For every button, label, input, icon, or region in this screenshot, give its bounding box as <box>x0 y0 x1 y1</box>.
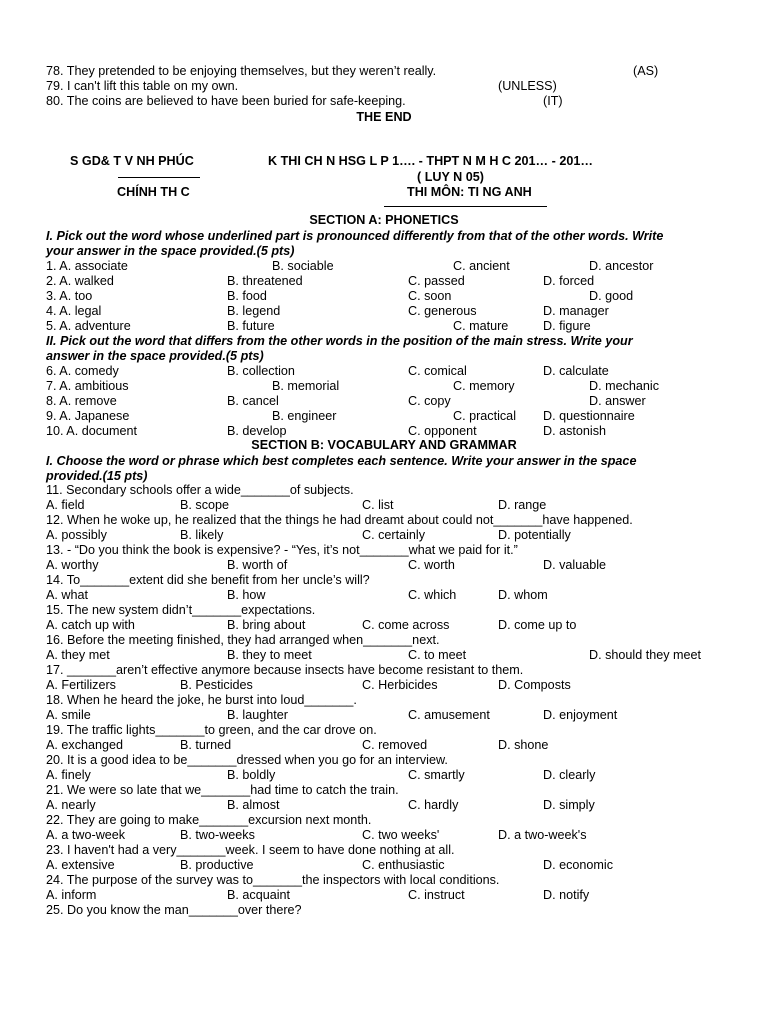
answer-option: B. how <box>227 588 266 602</box>
question-row <box>0 708 768 723</box>
header-department: S GD& T V NH PHÚC <box>70 154 194 168</box>
answer-option: C. ancient <box>453 259 510 273</box>
answer-option: C. two weeks' <box>362 828 440 842</box>
answer-option: C. enthusiastic <box>362 858 445 872</box>
answer-option: D. manager <box>543 304 609 318</box>
answer-option: C. comical <box>408 364 467 378</box>
header-official: CHÍNH TH C <box>117 185 190 199</box>
header-divider-left <box>118 177 200 178</box>
answer-option: B. develop <box>227 424 287 438</box>
answer-option: D. notify <box>543 888 590 902</box>
question-row <box>0 723 768 738</box>
part3-instruction-line2: provided.(15 pts) <box>46 469 148 483</box>
question-row <box>0 648 768 663</box>
question-row <box>0 588 768 603</box>
question-row <box>0 513 768 528</box>
question-text: 7. A. ambitious <box>46 379 129 393</box>
part1-instruction-line1: I. Pick out the word whose underlined part is pronounced differently from that of the other words. Write <box>46 229 664 243</box>
answer-option: B. engineer <box>272 409 337 423</box>
answer-option: B. collection <box>227 364 295 378</box>
question-text: 13. - “Do you think the book is expensive? - “Yes, it’s not_______what we paid for it.” <box>46 543 518 557</box>
question-text: 10. A. document <box>46 424 138 438</box>
question-78: 78. They pretended to be enjoying themselves, but they weren’t really. <box>46 64 437 78</box>
answer-option: C. list <box>362 498 394 512</box>
answer-option: B. threatened <box>227 274 303 288</box>
answer-option: D. Composts <box>498 678 571 692</box>
answer-option: D. whom <box>498 588 548 602</box>
question-text: 16. Before the meeting finished, they had arranged when_______next. <box>46 633 440 647</box>
answer-option: B. bring about <box>227 618 306 632</box>
question-text: 8. A. remove <box>46 394 117 408</box>
answer-option: B. scope <box>180 498 230 512</box>
question-text: A. inform <box>46 888 97 902</box>
question-80: 80. The coins are believed to have been buried for safe-keeping. <box>46 94 406 108</box>
answer-option: B. cancel <box>227 394 279 408</box>
question-row <box>0 828 768 843</box>
question-row <box>0 753 768 768</box>
question-text: 25. Do you know the man_______over there? <box>46 903 302 917</box>
question-text: A. a two-week <box>46 828 126 842</box>
question-text: 11. Secondary schools offer a wide_______of subjects. <box>46 483 354 497</box>
answer-option: B. laughter <box>227 708 288 722</box>
question-row <box>0 633 768 648</box>
answer-option: B. productive <box>180 858 254 872</box>
answer-option: D. ancestor <box>589 259 654 273</box>
question-row <box>0 678 768 693</box>
answer-option: D. figure <box>543 319 591 333</box>
question-row <box>0 498 768 513</box>
question-text: 3. A. too <box>46 289 93 303</box>
answer-option: C. smartly <box>408 768 465 782</box>
question-80-keyword: (IT) <box>543 94 563 108</box>
answer-option: C. generous <box>408 304 477 318</box>
answer-option: D. simply <box>543 798 595 812</box>
answer-option: C. instruct <box>408 888 465 902</box>
question-text: A. extensive <box>46 858 115 872</box>
answer-option: B. almost <box>227 798 280 812</box>
question-text: A. finely <box>46 768 91 782</box>
question-text: 2. A. walked <box>46 274 114 288</box>
question-row <box>0 813 768 828</box>
answer-option: C. removed <box>362 738 428 752</box>
answer-option: D. potentially <box>498 528 571 542</box>
question-row <box>0 379 768 394</box>
question-text: A. possibly <box>46 528 107 542</box>
question-row <box>0 873 768 888</box>
question-text: A. field <box>46 498 85 512</box>
answer-option: D. economic <box>543 858 613 872</box>
question-text: 19. The traffic lights_______to green, and the car drove on. <box>46 723 377 737</box>
part1-instruction-line2: your answer in the space provided.(5 pts) <box>46 244 295 258</box>
question-text: A. worthy <box>46 558 99 572</box>
answer-option: B. memorial <box>272 379 340 393</box>
answer-option: C. memory <box>453 379 515 393</box>
part2-instruction-line1: II. Pick out the word that differs from the other words in the position of the main stress. Write your <box>46 334 633 348</box>
section-b-title: SECTION B: VOCABULARY AND GRAMMAR <box>251 438 517 452</box>
part3-instruction-line1: I. Choose the word or phrase which best completes each sentence. Write your answer in the space <box>46 454 637 468</box>
answer-option: D. answer <box>589 394 646 408</box>
answer-option: D. calculate <box>543 364 609 378</box>
answer-option: D. mechanic <box>589 379 659 393</box>
question-text: A. nearly <box>46 798 96 812</box>
question-row <box>0 558 768 573</box>
question-79: 79. I can't lift this table on my own. <box>46 79 239 93</box>
question-row <box>0 483 768 498</box>
answer-option: B. future <box>227 319 275 333</box>
header-divider-right <box>384 206 547 207</box>
question-row <box>0 903 768 918</box>
answer-option: C. hardly <box>408 798 459 812</box>
question-row <box>0 768 768 783</box>
answer-option: C. Herbicides <box>362 678 438 692</box>
question-text: A. Fertilizers <box>46 678 116 692</box>
question-row <box>0 738 768 753</box>
question-text: A. exchanged <box>46 738 124 752</box>
answer-option: D. clearly <box>543 768 596 782</box>
question-text: 12. When he woke up, he realized that the things he had dreamt about could not_______have happened. <box>46 513 633 527</box>
answer-option: D. valuable <box>543 558 607 572</box>
answer-option: D. astonish <box>543 424 606 438</box>
answer-option: C. worth <box>408 558 455 572</box>
answer-option: C. come across <box>362 618 450 632</box>
question-text: 21. We were so late that we_______had time to catch the train. <box>46 783 399 797</box>
question-text: A. what <box>46 588 88 602</box>
part2-instruction-line2: answer in the space provided.(5 pts) <box>46 349 264 363</box>
answer-option: B. they to meet <box>227 648 312 662</box>
question-row <box>0 424 768 439</box>
answer-option: B. sociable <box>272 259 334 273</box>
answer-option: D. should they meet <box>589 648 702 662</box>
answer-option: D. enjoyment <box>543 708 618 722</box>
question-row <box>0 618 768 633</box>
section-a-title: SECTION A: PHONETICS <box>309 213 459 227</box>
question-text: 5. A. adventure <box>46 319 131 333</box>
answer-option: C. passed <box>408 274 465 288</box>
question-text: A. they met <box>46 648 110 662</box>
question-row <box>0 394 768 409</box>
answer-option: B. worth of <box>227 558 288 572</box>
question-row <box>0 409 768 424</box>
question-text: 4. A. legal <box>46 304 102 318</box>
answer-option: C. opponent <box>408 424 477 438</box>
question-row <box>0 573 768 588</box>
answer-option: D. come up to <box>498 618 577 632</box>
question-row <box>0 304 768 319</box>
answer-option: C. which <box>408 588 457 602</box>
question-text: 17. _______aren’t effective anymore because insects have become resistant to them. <box>46 663 524 677</box>
question-row <box>0 319 768 334</box>
header-subject: THI MÔN: TI NG ANH <box>407 185 532 199</box>
question-row <box>0 603 768 618</box>
question-78-keyword: (AS) <box>633 64 659 78</box>
question-text: A. smile <box>46 708 91 722</box>
answer-option: B. acquaint <box>227 888 291 902</box>
answer-option: D. a two-week's <box>498 828 587 842</box>
question-row <box>0 663 768 678</box>
answer-option: B. boldly <box>227 768 276 782</box>
question-text: A. catch up with <box>46 618 135 632</box>
answer-option: C. amusement <box>408 708 490 722</box>
question-text: 24. The purpose of the survey was to_______the inspectors with local conditions. <box>46 873 500 887</box>
answer-option: D. questionnaire <box>543 409 635 423</box>
question-row <box>0 783 768 798</box>
answer-option: C. practical <box>453 409 516 423</box>
question-text: 6. A. comedy <box>46 364 119 378</box>
question-text: 15. The new system didn’t_______expectations. <box>46 603 316 617</box>
question-text: 23. I haven't had a very_______week. I seem to have done nothing at all. <box>46 843 455 857</box>
answer-option: B. food <box>227 289 267 303</box>
answer-option: B. two-weeks <box>180 828 255 842</box>
question-row <box>0 843 768 858</box>
question-text: 20. It is a good idea to be_______dressed when you go for an interview. <box>46 753 448 767</box>
question-row <box>0 693 768 708</box>
answer-option: D. range <box>498 498 547 512</box>
question-row <box>0 528 768 543</box>
answer-option: B. legend <box>227 304 281 318</box>
question-text: 1. A. associate <box>46 259 128 273</box>
question-row <box>0 858 768 873</box>
question-text: 22. They are going to make_______excursion next month. <box>46 813 372 827</box>
question-text: 18. When he heard the joke, he burst into loud_______. <box>46 693 357 707</box>
answer-option: C. certainly <box>362 528 425 542</box>
question-row <box>0 888 768 903</box>
answer-option: C. to meet <box>408 648 467 662</box>
question-row <box>0 274 768 289</box>
answer-option: D. shone <box>498 738 549 752</box>
header-subtitle: ( LUY N 05) <box>417 170 484 184</box>
answer-option: D. good <box>589 289 634 303</box>
answer-option: B. likely <box>180 528 224 542</box>
answer-option: B. turned <box>180 738 232 752</box>
answer-option: B. Pesticides <box>180 678 253 692</box>
header-exam-title: K THI CH N HSG L P 1…. - THPT N M H C 201… - 201… <box>268 154 593 168</box>
question-row <box>0 798 768 813</box>
question-row <box>0 543 768 558</box>
question-row <box>0 289 768 304</box>
answer-option: C. soon <box>408 289 452 303</box>
question-row <box>0 364 768 379</box>
answer-option: D. forced <box>543 274 595 288</box>
question-row <box>0 259 768 274</box>
answer-option: C. mature <box>453 319 509 333</box>
answer-option: C. copy <box>408 394 451 408</box>
question-text: 9. A. Japanese <box>46 409 130 423</box>
the-end: THE END <box>356 110 412 124</box>
question-text: 14. To_______extent did she benefit from her uncle’s will? <box>46 573 370 587</box>
question-79-keyword: (UNLESS) <box>498 79 557 93</box>
